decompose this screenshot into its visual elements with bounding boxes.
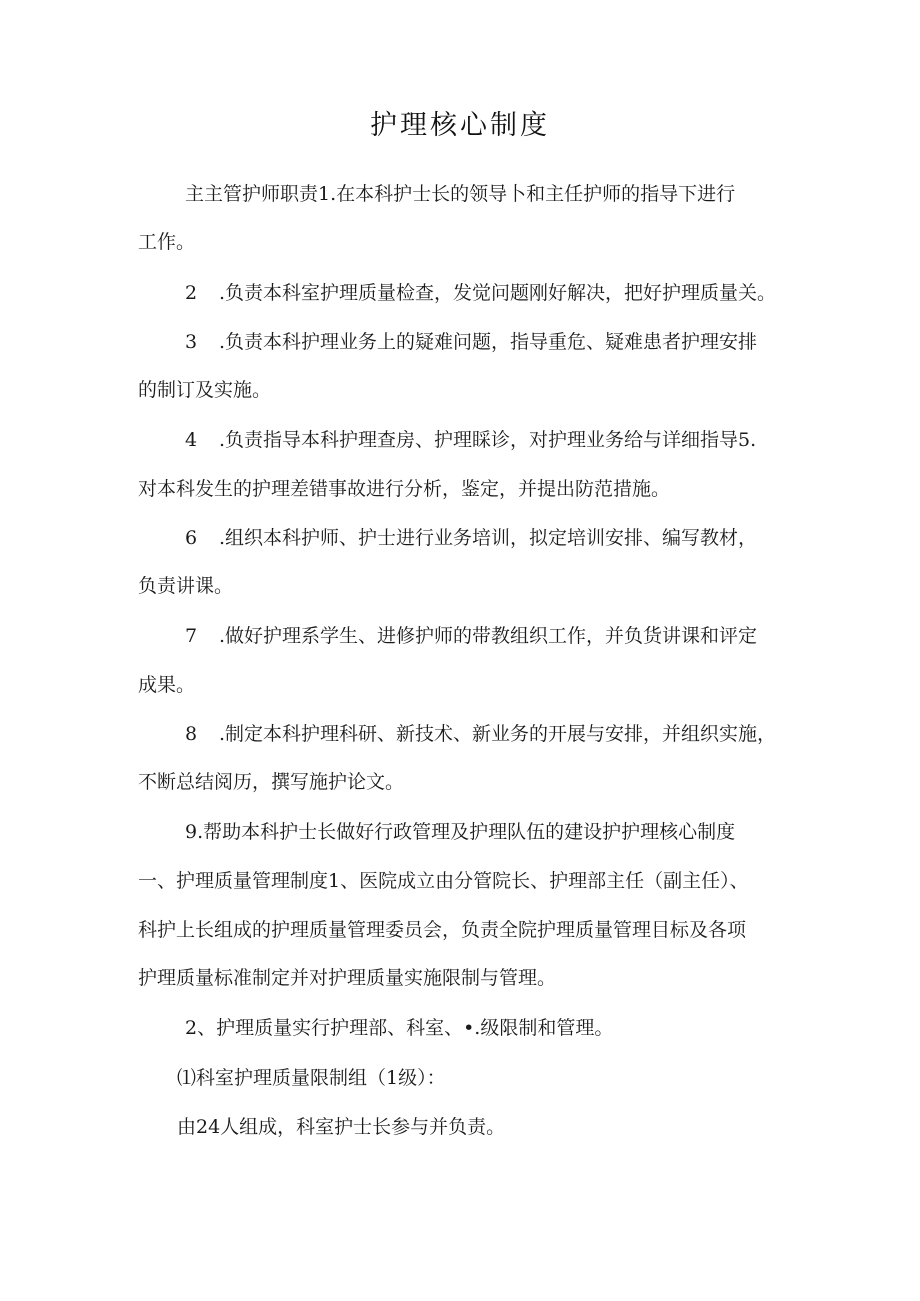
text-line	[185, 179, 735, 209]
line-text: 不断总结阅历，撰写施护论文。	[138, 771, 405, 793]
item-number: 4	[185, 429, 198, 451]
text-line	[138, 227, 195, 257]
text-line	[138, 767, 404, 797]
line-text: 对本科发生的护理差错事故进行分析，鉴定，并提出防范措施。	[138, 478, 671, 500]
item-number: 8	[185, 723, 198, 745]
line-text: 工作。	[138, 231, 196, 253]
line-text: .负责本科室护理质量检查，发觉问题刚好解决，把好护理质量关。	[219, 282, 777, 304]
text-line	[185, 1013, 613, 1043]
numbered-line	[185, 327, 757, 357]
line-text: ⑴科室护理质量限制组（1级）：	[177, 1067, 446, 1089]
text-line	[138, 571, 233, 601]
item-number: 2	[185, 282, 198, 304]
text-line	[138, 670, 195, 700]
text-line	[138, 963, 556, 993]
line-text: 的制订及实施。	[138, 379, 272, 401]
item-number: 7	[185, 625, 198, 647]
line-text: .组织本科护师、护士进行业务培训，拟定培训安排、编写教材，	[219, 527, 758, 549]
text-line	[138, 474, 670, 504]
line-text: 一、护理质量管理制度1、医院成立由分管院长、护理部主任（副主任）、	[138, 870, 749, 892]
line-text: 9.帮助本科护士长做好行政管理及护理队伍的建设护护理核心制度	[185, 821, 736, 843]
item-number: 3	[185, 331, 198, 353]
line-text: 成果。	[138, 674, 196, 696]
line-text: 2、护理质量实行护理部、科室、•.级限制和管理。	[185, 1017, 614, 1039]
line-text: 主主管护师职责1.在本科护士长的领导卜和主任护师的指导下进行	[185, 183, 736, 205]
item-number: 6	[185, 527, 198, 549]
line-text: 负责讲课。	[138, 575, 234, 597]
numbered-line	[185, 425, 756, 455]
line-text: .负责指导本科护理查房、护理睬诊，对护理业务给与详细指导5.	[219, 429, 757, 451]
text-line	[177, 1063, 446, 1093]
text-line	[185, 817, 735, 847]
line-text: .负责本科护理业务上的疑难问题，指导重危、疑难患者护理安排	[219, 331, 758, 353]
line-text: 由24人组成，科室护士长参与并负责。	[177, 1116, 506, 1138]
numbered-line	[185, 621, 757, 651]
line-text: .做好护理系学生、进修护师的带教组织工作，并负货讲课和评定	[219, 625, 758, 647]
numbered-line	[185, 719, 776, 749]
line-text: 护理质量标准制定并对护理质量实施限制与管理。	[138, 967, 557, 989]
line-text: .制定本科护理科研、新技术、新业务的开展与安排，并组织实施，	[219, 723, 777, 745]
text-line	[138, 866, 749, 896]
text-line	[177, 1112, 505, 1142]
line-text: 科护上长组成的护理质量管理委员会，负责全院护理质量管理目标及各项	[138, 919, 747, 941]
text-line	[138, 375, 271, 405]
numbered-line	[185, 523, 757, 553]
document-title: 护理核心制度	[370, 110, 550, 141]
numbered-line	[185, 278, 776, 308]
text-line	[138, 915, 746, 945]
